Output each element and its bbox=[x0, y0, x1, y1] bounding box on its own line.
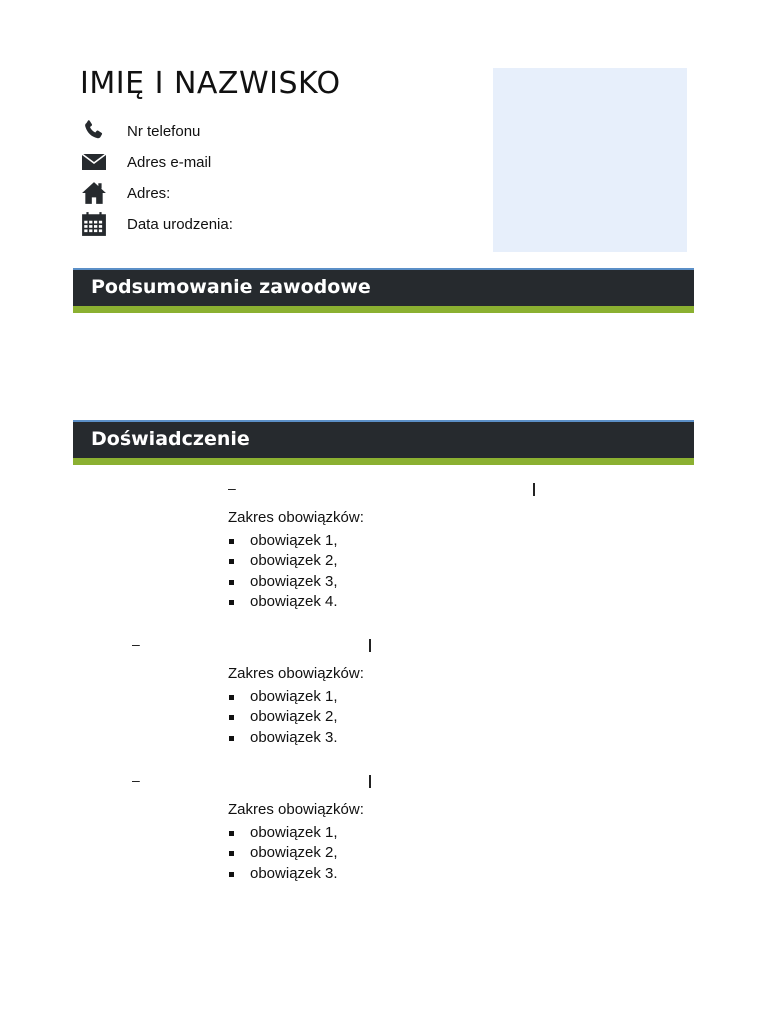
list-item: obowiązek 2, bbox=[228, 843, 338, 863]
duties-list bbox=[228, 823, 338, 884]
date-range-dash: – bbox=[228, 480, 236, 496]
list-item: obowiązek 1, bbox=[228, 687, 338, 707]
list-item: obowiązek 1, bbox=[228, 531, 338, 551]
date-range-dash: – bbox=[132, 772, 140, 788]
title-separator bbox=[533, 483, 535, 496]
duties-title: Zakres obowiązków: bbox=[228, 665, 364, 682]
list-item: obowiązek 3, bbox=[228, 572, 338, 592]
calendar-icon bbox=[80, 210, 108, 238]
contact-email bbox=[80, 148, 212, 176]
duties-title: Zakres obowiązków: bbox=[228, 801, 364, 818]
section-title: Podsumowanie zawodowe bbox=[91, 276, 371, 298]
section-header-experience bbox=[73, 420, 694, 458]
contact-birthdate bbox=[80, 210, 233, 238]
list-item: obowiązek 4. bbox=[228, 592, 338, 612]
section-title: Doświadczenie bbox=[91, 428, 250, 450]
home-icon bbox=[80, 179, 108, 207]
list-item: obowiązek 3. bbox=[228, 728, 338, 748]
candidate-name: IMIĘ I NAZWISKO bbox=[80, 66, 341, 101]
phone-icon bbox=[80, 117, 108, 145]
title-separator bbox=[369, 639, 371, 652]
email-label: Adres e-mail bbox=[127, 153, 212, 171]
list-item: obowiązek 2, bbox=[228, 707, 338, 727]
date-range-dash: – bbox=[132, 636, 140, 652]
contact-phone bbox=[80, 117, 201, 145]
list-item: obowiązek 1, bbox=[228, 823, 338, 843]
envelope-icon bbox=[80, 148, 108, 176]
birthdate-label: Data urodzenia: bbox=[127, 215, 233, 233]
address-label: Adres: bbox=[127, 184, 171, 202]
photo-placeholder bbox=[493, 68, 687, 252]
duties-title: Zakres obowiązków: bbox=[228, 509, 364, 526]
section-header-summary bbox=[73, 268, 694, 306]
duties-list bbox=[228, 531, 338, 613]
duties-list bbox=[228, 687, 338, 748]
title-separator bbox=[369, 775, 371, 788]
phone-label: Nr telefonu bbox=[127, 122, 201, 140]
list-item: obowiązek 2, bbox=[228, 551, 338, 571]
contact-address bbox=[80, 179, 171, 207]
list-item: obowiązek 3. bbox=[228, 864, 338, 884]
